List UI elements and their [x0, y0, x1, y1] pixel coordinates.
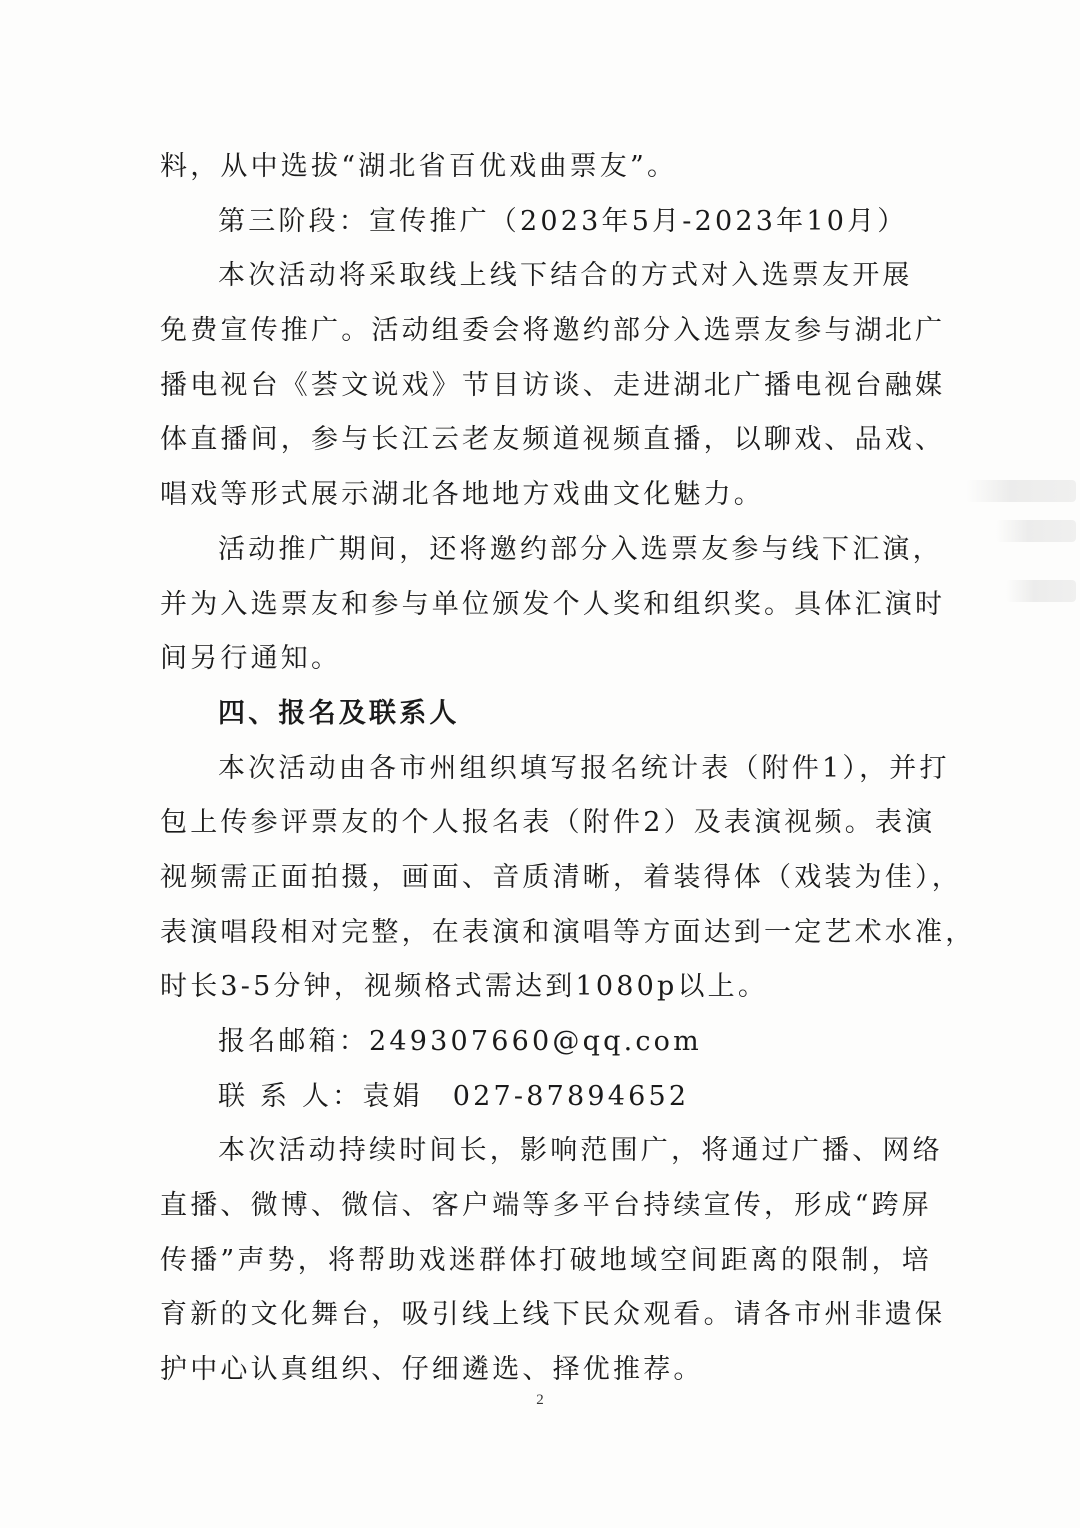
- section-heading: 四、报名及联系人: [218, 697, 460, 729]
- paragraph-line: 并为入选票友和参与单位颁发个人奖和组织奖。具体汇演时: [160, 588, 946, 620]
- paragraph-line: 体直播间，参与长江云老友频道视频直播，以聊戏、品戏、: [160, 424, 946, 456]
- stage-heading-line: 第三阶段：宣传推广（2023年5月-2023年10月）: [218, 205, 908, 237]
- email-address: 249307660@qq.com: [369, 1026, 702, 1057]
- contact-phone: 027-87894652: [452, 1080, 690, 1112]
- email-line: [160, 1015, 930, 1070]
- paragraph-line: 间另行通知。: [160, 643, 342, 675]
- contact-label: 联 系 人：: [218, 1080, 363, 1112]
- email-label: 报名邮箱：: [218, 1026, 369, 1057]
- paragraph-line: 护中心认真组织、仔细遴选、择优推荐。: [160, 1354, 704, 1386]
- bleed-through-mark: [996, 520, 1076, 542]
- paragraph-line: 本次活动将采取线上线下结合的方式对入选票友开展: [218, 260, 913, 292]
- page-number: 2: [536, 1392, 544, 1408]
- paragraph-line: 表演唱段相对完整，在表演和演唱等方面达到一定艺术水准，: [160, 916, 976, 948]
- contact-name: 袁娟: [362, 1080, 423, 1112]
- paragraph-line: 本次活动由各市州组织填写报名统计表（附件1），并打: [218, 752, 950, 784]
- bleed-through-mark: [1006, 580, 1076, 602]
- paragraph-line: 传播”声势，将帮助戏迷群体打破地域空间距离的限制，培: [160, 1244, 933, 1276]
- paragraph-line: 唱戏等形式展示湖北各地地方戏曲文化魅力。: [160, 479, 764, 511]
- bleed-through-mark: [966, 480, 1076, 502]
- paragraph-line: 时长3-5分钟，视频格式需达到1080p以上。: [160, 971, 769, 1003]
- contact-line: [160, 1070, 930, 1125]
- paragraph-line: 视频需正面拍摄，画面、音质清晰，着装得体（戏装为佳），: [160, 861, 962, 893]
- paragraph-line: 包上传参评票友的个人报名表（附件2）及表演视频。表演: [160, 807, 936, 839]
- paragraph-line: 播电视台《荟文说戏》节目访谈、走进湖北广播电视台融媒: [160, 369, 946, 401]
- paragraph-line: 本次活动持续时间长，影响范围广，将通过广播、网络: [218, 1135, 943, 1167]
- paragraph-line: 育新的文化舞台，吸引线上线下民众观看。请各市州非遗保: [160, 1299, 946, 1331]
- paragraph-line: 活动推广期间，还将邀约部分入选票友参与线下汇演，: [218, 533, 943, 565]
- paragraph-line: 免费宣传推广。活动组委会将邀约部分入选票友参与湖北广: [160, 315, 946, 347]
- document-body: [160, 140, 976, 1398]
- paragraph-line: 直播、微博、微信、客户端等多平台持续宣传，形成“跨屏: [160, 1190, 933, 1222]
- paragraph-line: 料，从中选拔“湖北省百优戏曲票友”。: [160, 151, 678, 182]
